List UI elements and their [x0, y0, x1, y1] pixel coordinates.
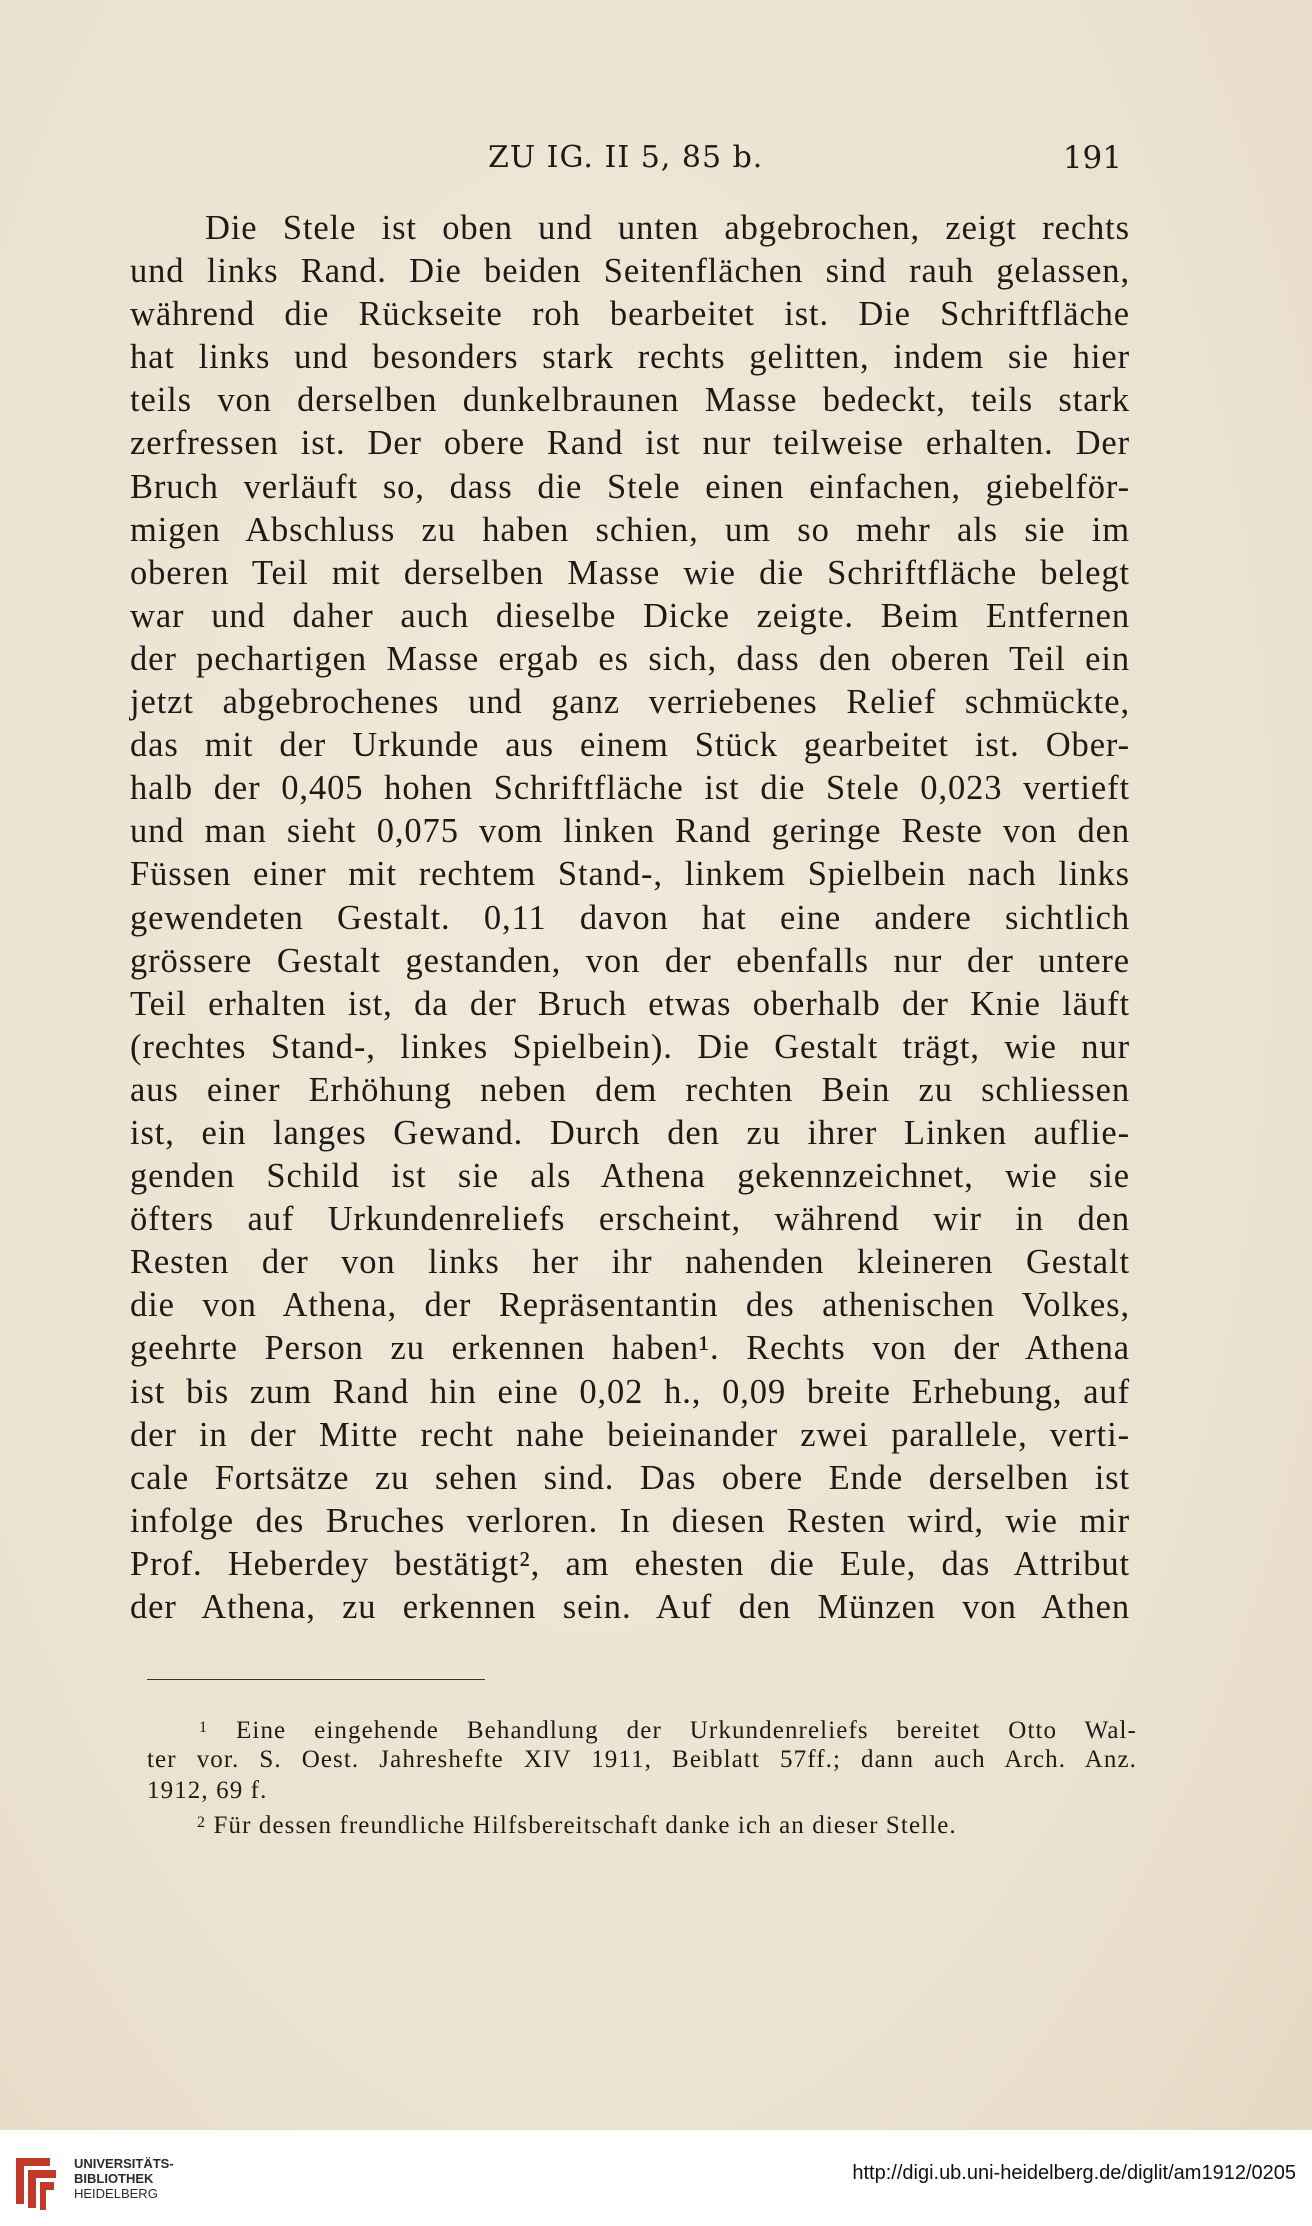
library-name-line: HEIDELBERG [74, 2186, 158, 2201]
text-line: und links Rand. Die beiden Seitenflächen sind rauh gelassen, [130, 252, 1130, 291]
text-line: aus einer Erhöhung neben dem rechten Bein zu schliessen [130, 1070, 1130, 1109]
text-line: der pechartigen Masse ergab es sich, dass den oberen Teil ein [130, 639, 1130, 678]
footnote-1 [147, 1712, 1137, 1744]
page-number: 191 [1062, 140, 1122, 176]
text-line: gewendeten Gestalt. 0,11 davon hat eine andere sichtlich [130, 898, 1130, 937]
text-line: Die Stele ist oben und unten abgebrochen, zeigt rechts [205, 209, 1130, 247]
text-line: zerfressen ist. Der obere Rand ist nur teilweise erhalten. Der [130, 424, 1130, 463]
text-line: Prof. Heberdey bestätigt², am ehesten die Eule, das Attribut [130, 1544, 1130, 1583]
viewer-footer [0, 2130, 1312, 2226]
footnote-1-cont: ter vor. S. Oest. Jahreshefte XIV 1911, Beiblatt 57ff.; dann auch Arch. Anz. [147, 1745, 1137, 1773]
library-logo-icon [10, 2150, 62, 2212]
text-line: Resten der von links her ihr nahenden kleineren Gestalt [130, 1243, 1130, 1282]
text-line: migen Abschluss zu haben schien, um so mehr als sie im [130, 510, 1130, 549]
text-line: ist bis zum Rand hin eine 0,02 h., 0,09 breite Erhebung, auf [130, 1372, 1130, 1411]
footnote-text: Für dessen freundliche Hilfsbereitschaft danke ich an dieser Stelle. [213, 1811, 957, 1839]
text-line: cale Fortsätze zu sehen sind. Das obere Ende derselben ist [130, 1458, 1130, 1497]
text-line: das mit der Urkunde aus einem Stück gearbeitet ist. Ober- [130, 726, 1130, 765]
text-line: teils von derselben dunkelbraunen Masse bedeckt, teils stark [130, 381, 1130, 420]
text-line: (rechtes Stand-, linkes Spielbein). Die Gestalt trägt, wie nur [130, 1027, 1130, 1066]
text-line: Bruch verläuft so, dass die Stele einen einfachen, giebelför- [130, 467, 1130, 506]
text-line: war und daher auch dieselbe Dicke zeigte. Beim Entfernen [130, 596, 1130, 635]
footnote-marker: 2 [197, 1813, 207, 1831]
library-name-line: BIBLIOTHEK [74, 2171, 154, 2186]
text-line: ist, ein langes Gewand. Durch den zu ihrer Linken auflie- [130, 1113, 1130, 1152]
footnote-1-end: 1912, 69 f. [147, 1777, 268, 1804]
text-line: öfters auf Urkundenreliefs erscheint, während wir in den [130, 1200, 1130, 1239]
running-head [130, 140, 1130, 190]
text-line: Füssen einer mit rechtem Stand-, linkem Spielbein nach links [130, 855, 1130, 894]
text-line: der Athena, zu erkennen sein. Auf den Münzen von Athen [130, 1588, 1130, 1626]
source-url-link[interactable]: http://digi.ub.uni-heidelberg.de/diglit/am1912/0205 [852, 2162, 1296, 2184]
library-name-line: UNIVERSITÄTS- [74, 2156, 174, 2171]
footnote-2 [147, 1807, 1137, 1839]
text-line: und man sieht 0,075 vom linken Rand geringe Reste von den [130, 812, 1130, 851]
text-line: halb der 0,405 hohen Schriftfläche ist die Stele 0,023 vertieft [130, 769, 1130, 808]
body-text [130, 207, 1130, 1629]
footnotes [147, 1712, 1137, 1838]
footnote-text: Eine eingehende Behandlung der Urkundenreliefs bereitet Otto Wal- [236, 1717, 1137, 1744]
text-line: oberen Teil mit derselben Masse wie die Schriftfläche belegt [130, 553, 1130, 592]
text-line: genden Schild ist sie als Athena gekennzeichnet, wie sie [130, 1157, 1130, 1196]
footnote-marker: 1 [199, 1719, 209, 1736]
text-line: der in der Mitte recht nahe beieinander zwei parallele, verti- [130, 1415, 1130, 1454]
text-line: während die Rückseite roh bearbeitet ist. Die Schriftfläche [130, 295, 1130, 334]
text-line: infolge des Bruches verloren. In diesen Resten wird, wie mir [130, 1501, 1130, 1540]
text-line: Teil erhalten ist, da der Bruch etwas oberhalb der Knie läuft [130, 984, 1130, 1023]
text-line: geehrte Person zu erkennen haben¹. Rechts von der Athena [130, 1329, 1130, 1368]
text-line: jetzt abgebrochenes und ganz verriebenes Relief schmückte, [130, 683, 1130, 722]
text-line: die von Athena, der Repräsentantin des athenischen Volkes, [130, 1286, 1130, 1325]
footnote-divider [147, 1679, 485, 1680]
running-title: ZU IG. II 5, 85 b. [488, 140, 764, 175]
text-line: hat links und besonders stark rechts gelitten, indem sie hier [130, 338, 1130, 377]
text-line: grössere Gestalt gestanden, von der ebenfalls nur der untere [130, 941, 1130, 980]
library-name [74, 2156, 174, 2201]
